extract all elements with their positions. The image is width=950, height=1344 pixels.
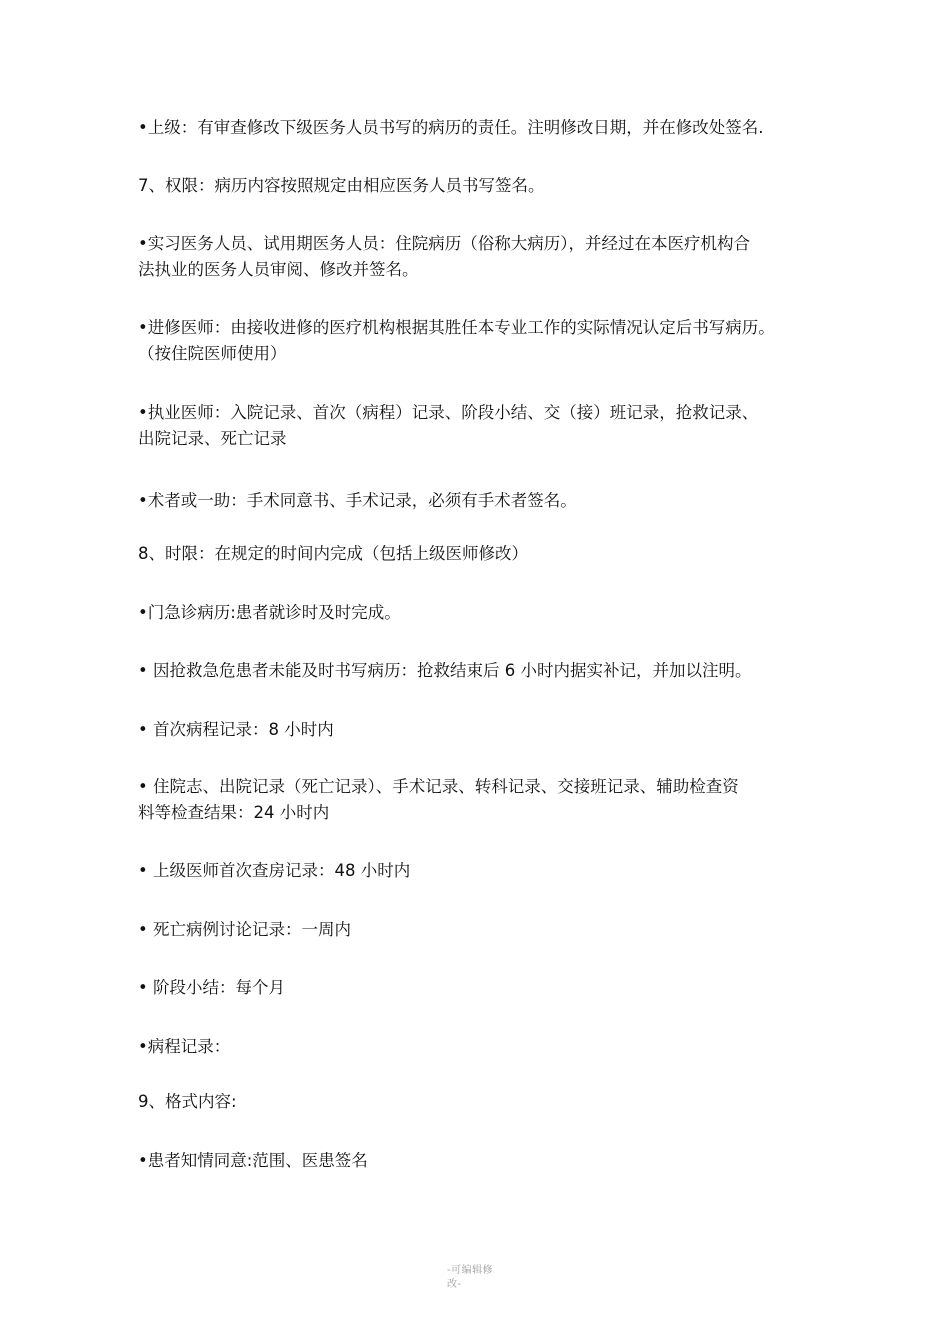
paragraph-line: •上级：有审查修改下级医务人员书写的病历的责任。注明修改日期，并在修改处签名. (138, 118, 764, 137)
paragraph-line: • 住院志、出院记录（死亡记录）、手术记录、转科记录、交接班记录、辅助检查资 (138, 777, 739, 796)
paragraph-superior-review (138, 115, 838, 141)
paragraph-line: •实习医务人员、试用期医务人员：住院病历（俗称大病历），并经过在本医疗机构合 (138, 234, 750, 253)
paragraph-line: 法执业的医务人员审阅、修改并签名。 (138, 260, 419, 279)
paragraph-line: 料等检查结果：24 小时内 (138, 803, 330, 822)
paragraph-line: •病程记录： (138, 1037, 231, 1056)
paragraph-line: 9、格式内容: (138, 1092, 237, 1111)
footer-line: 改- (447, 1279, 462, 1290)
paragraph-informed-consent (138, 1148, 838, 1174)
paragraph-intern-staff (138, 231, 838, 283)
paragraph-stage-summary (138, 975, 838, 1001)
paragraph-line: 8、时限：在规定的时间内完成（包括上级医师修改） (138, 544, 528, 563)
paragraph-line: •术者或一助：手术同意书、手术记录，必须有手术者签名。 (138, 491, 577, 510)
paragraph-line: • 上级医师首次查房记录：48 小时内 (138, 861, 411, 880)
paragraph-format-content (138, 1089, 838, 1115)
paragraph-outpatient (138, 600, 838, 626)
paragraph-line: • 阶段小结：每个月 (138, 978, 285, 997)
paragraph-licensed-physician (138, 400, 838, 452)
paragraph-admission-records (138, 774, 838, 826)
paragraph-line: • 首次病程记录：8 小时内 (138, 720, 334, 739)
paragraph-line: •进修医师：由接收进修的医疗机构根据其胜任本专业工作的实际情况认定后书写病历。 (138, 318, 775, 337)
paragraph-line: 7、权限：病历内容按照规定由相应医务人员书写签名。 (138, 176, 545, 195)
paragraph-superior-first-round (138, 858, 838, 884)
paragraph-first-course-record (138, 717, 838, 743)
paragraph-line: （按住院医师使用） (138, 344, 287, 363)
paragraph-line: • 因抢救急危患者未能及时书写病历：抢救结束后 6 小时内据实补记，并加以注明。 (138, 661, 752, 680)
paragraph-line: • 死亡病例讨论记录：一周内 (138, 920, 351, 939)
paragraph-time-limit (138, 541, 838, 567)
paragraph-surgeon (138, 488, 838, 514)
paragraph-death-case-discussion (138, 917, 838, 943)
paragraph-course-record (138, 1034, 838, 1060)
paragraph-line: •执业医师：入院记录、首次（病程）记录、阶段小结、交（接）班记录，抢救记录、 (138, 403, 759, 422)
paragraph-emergency-rescue (138, 658, 838, 684)
page-footer-note (447, 1264, 517, 1292)
paragraph-line: 出院记录、死亡记录 (138, 429, 287, 448)
paragraph-visiting-physician (138, 315, 838, 367)
paragraph-authority (138, 173, 838, 199)
paragraph-line: •门急诊病历:患者就诊时及时完成。 (138, 603, 401, 622)
paragraph-line: •患者知情同意:范围、医患签名 (138, 1151, 368, 1170)
footer-line: -可编辑修 (447, 1265, 494, 1276)
